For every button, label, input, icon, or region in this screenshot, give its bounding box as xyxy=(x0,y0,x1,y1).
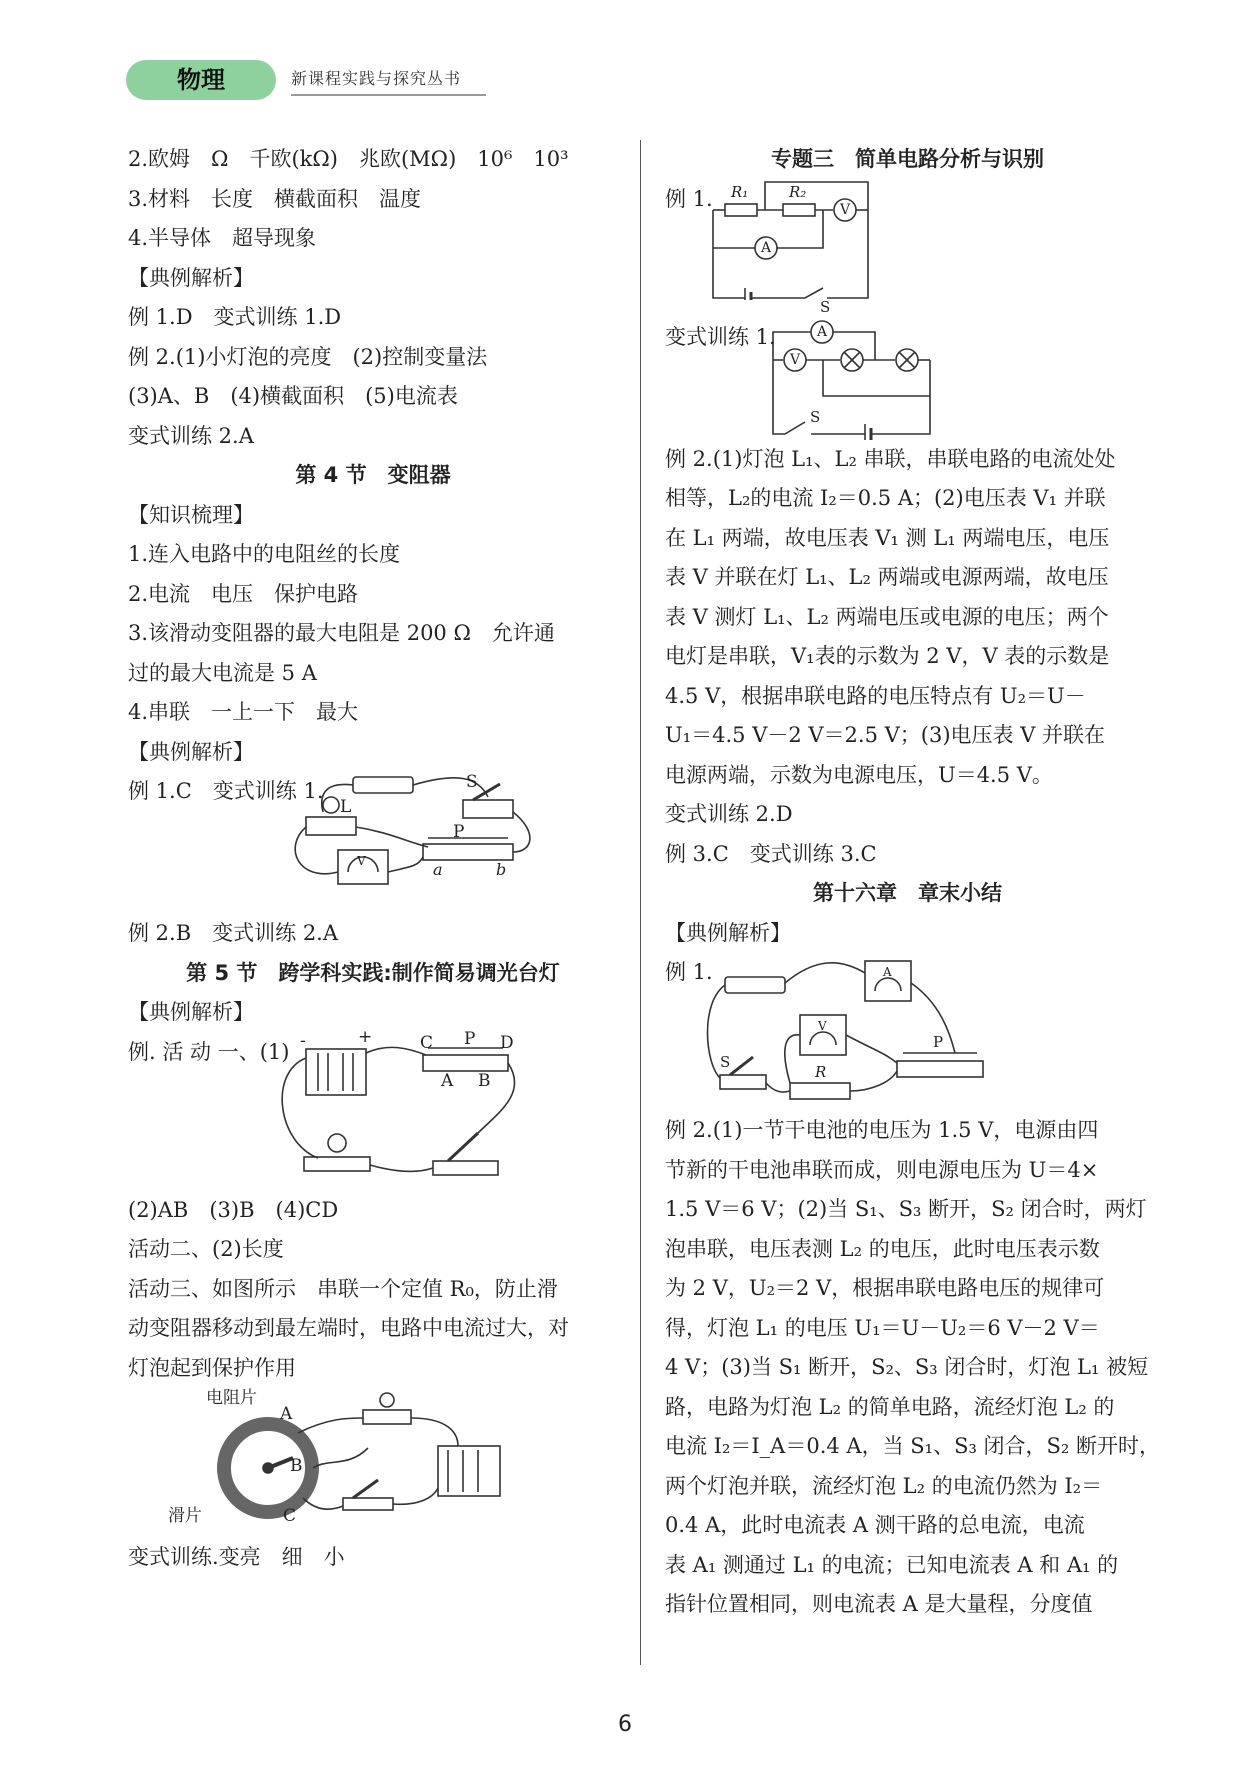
section-heading: 第 4 节 变阻器 xyxy=(295,463,451,487)
answer-line: 在 L₁ 两端，故电压表 V₁ 测 L₁ 两端电压，电压 xyxy=(665,525,1110,550)
section-tag: 【典例解析】 xyxy=(128,739,254,764)
answer-line: 指针位置相同，则电流表 A 是大量程，分度值 xyxy=(665,1592,1093,1616)
label-A: A xyxy=(883,965,892,979)
label-A: A xyxy=(817,323,828,340)
page-header xyxy=(126,60,486,102)
answer-line: 2.欧姆 Ω 千欧(kΩ) 兆欧(MΩ) 10⁶ 10³ xyxy=(128,147,569,171)
answer-line: 电流 I₂＝I_A＝0.4 A，当 S₁、S₃ 闭合，S₂ 断开时， xyxy=(665,1434,1161,1458)
label-S: S xyxy=(466,772,478,792)
label-R1: R₁ xyxy=(731,182,749,201)
answer-line: 例 3.C 变式训练 3.C xyxy=(665,841,877,866)
section-heading: 第 5 节 跨学科实践:制作简易调光台灯 xyxy=(186,960,560,985)
answer-line: 例 1.C 变式训练 1. xyxy=(128,779,324,803)
answer-line: 得，灯泡 L₁ 的电压 U₁＝U－U₂＝6 V－2 V＝ xyxy=(665,1315,1100,1340)
example-1-circuit xyxy=(665,180,1150,316)
answer-line: (3)A、B (4)横截面积 (5)电流表 xyxy=(128,384,458,408)
label-D: D xyxy=(500,1032,514,1053)
training-1-circuit xyxy=(665,318,1150,440)
answer-line: 2.电流 电压 保护电路 xyxy=(128,581,359,606)
answer-line: 例 2.(1)灯泡 L₁、L₂ 串联，串联电路的电流处处 xyxy=(665,446,1116,471)
label-C: C xyxy=(283,1506,297,1526)
answer-line: 0.4 A，此时电流表 A 测干路的总电流，电流 xyxy=(665,1513,1085,1537)
answer-line: 表 V 测灯 L₁、L₂ 两端电压或电源的电压；两个 xyxy=(665,604,1109,629)
answer-line: 3.该滑动变阻器的最大电阻是 200 Ω 允许通 xyxy=(128,621,555,645)
answer-line: (2)AB (3)B (4)CD xyxy=(128,1197,339,1222)
answer-line: U₁＝4.5 V－2 V＝2.5 V；(3)电压表 V 并联在 xyxy=(665,723,1106,747)
dimmer-lamp-figure xyxy=(128,1388,618,1538)
label-B: B xyxy=(478,1070,491,1091)
answer-line: 例 1. xyxy=(665,960,713,984)
answer-line: 1.5 V＝6 V；(2)当 S₁、S₃ 断开，S₂ 闭合时，两灯 xyxy=(665,1197,1147,1221)
label-b: b xyxy=(496,860,507,879)
answer-line: 表 A₁ 测通过 L₁ 的电流；已知电流表 A 和 A₁ 的 xyxy=(665,1552,1119,1577)
circuit-drawing xyxy=(665,953,1150,1111)
answer-line: 为 2 V，U₂＝2 V，根据串联电路电压的规律可 xyxy=(665,1276,1105,1300)
label-a: a xyxy=(433,860,443,879)
label-R2: R₂ xyxy=(789,182,807,201)
answer-line: 路，电路为灯泡 L₂ 的简单电路，流经灯泡 L₂ 的 xyxy=(665,1394,1115,1419)
subject-tab: 物理 xyxy=(126,60,276,100)
rheostat-circuit-figure xyxy=(128,772,618,890)
answer-line: 例 2.B 变式训练 2.A xyxy=(128,921,339,945)
answer-line: 泡串联，电压表测 L₂ 的电压，此时电压表示数 xyxy=(665,1236,1100,1261)
label-S: S xyxy=(820,297,831,316)
activity-one-figure xyxy=(128,1026,618,1191)
label-R: R xyxy=(815,1063,827,1081)
label-minus: - xyxy=(300,1030,306,1051)
label-V: V xyxy=(840,201,851,218)
answer-line: 例 1. xyxy=(665,186,713,211)
series-title: 新课程实践与探究丛书 xyxy=(291,69,462,88)
answer-line: 动变阻器移动到最左端时，电路中电流过大，对 xyxy=(128,1316,569,1340)
answer-line: 例 2.(1)小灯泡的亮度 (2)控制变量法 xyxy=(128,344,488,369)
label-S: S xyxy=(810,407,821,426)
label-S: S xyxy=(720,1053,731,1071)
answer-line: 例. 活 动 一、(1) xyxy=(128,1039,290,1064)
label-V: V xyxy=(790,351,801,368)
label-slider: 滑片 xyxy=(168,1506,202,1526)
section-tag: 【典例解析】 xyxy=(128,1000,254,1024)
label-plus: + xyxy=(358,1026,373,1047)
answer-line: 两个灯泡并联，流经灯泡 L₂ 的电流仍然为 I₂＝ xyxy=(665,1473,1103,1498)
column-divider xyxy=(640,140,641,1665)
section-tag: 【典例解析】 xyxy=(128,265,254,290)
answer-line: 例 1.D 变式训练 1.D xyxy=(128,305,342,329)
section-heading: 第十六章 章末小结 xyxy=(813,881,1002,905)
answer-line: 变式训练 2.D xyxy=(665,802,793,826)
answer-line: 变式训练 2.A xyxy=(128,423,254,448)
label-B: B xyxy=(290,1456,303,1476)
answer-line: 灯泡起到保护作用 xyxy=(128,1355,296,1380)
section-heading: 专题三 简单电路分析与识别 xyxy=(771,147,1044,171)
header-underline xyxy=(291,94,486,96)
page-number: 6 xyxy=(618,1712,632,1737)
answer-line: 活动二、(2)长度 xyxy=(128,1237,284,1261)
label-C: C xyxy=(420,1032,434,1053)
answer-line: 4.5 V，根据串联电路的电压特点有 U₂＝U－ xyxy=(665,683,1086,708)
left-column xyxy=(128,140,618,1578)
answer-line: 例 2.(1)一节干电池的电压为 1.5 V，电源由四 xyxy=(665,1118,1099,1142)
label-A: A xyxy=(441,1070,454,1091)
answer-line: 4.半导体 超导现象 xyxy=(128,226,317,250)
answer-line: 电源两端，示数为电源电压，U＝4.5 V。 xyxy=(665,762,1053,787)
label-L: L xyxy=(340,797,352,817)
answer-line: 4 V；(3)当 S₁ 断开，S₂、S₃ 闭合时，灯泡 L₁ 被短 xyxy=(665,1355,1149,1379)
label-A: A xyxy=(280,1404,293,1424)
label-P: P xyxy=(464,1028,476,1049)
answer-line: 变式训练 1. xyxy=(665,324,776,349)
label-resistor-sheet: 电阻片 xyxy=(206,1388,257,1408)
answer-line: 相等，L₂的电流 I₂＝0.5 A；(2)电压表 V₁ 并联 xyxy=(665,486,1106,510)
answer-line: 3.材料 长度 横截面积 温度 xyxy=(128,186,422,211)
label-P: P xyxy=(453,822,465,842)
section-tag: 【知识梳理】 xyxy=(128,502,254,527)
label-P: P xyxy=(933,1033,944,1051)
answer-line: 节新的干电池串联而成，则电源电压为 U＝4× xyxy=(665,1157,1099,1182)
answer-line: 4.串联 一上一下 最大 xyxy=(128,700,359,724)
label-A: A xyxy=(761,239,772,256)
chapter-summary-circuit xyxy=(665,953,1150,1111)
answer-line: 过的最大电流是 5 A xyxy=(128,660,317,685)
section-tag: 【典例解析】 xyxy=(665,920,791,945)
answer-line: 电灯是串联，V₁表的示数为 2 V，V 表的示数是 xyxy=(665,644,1110,668)
answer-line: 1.连入电路中的电阻丝的长度 xyxy=(128,542,401,566)
right-column xyxy=(665,140,1161,1625)
answer-line: 变式训练.变亮 细 小 xyxy=(128,1545,345,1569)
answer-line: 表 V 并联在灯 L₁、L₂ 两端或电源两端，故电压 xyxy=(665,565,1109,589)
answer-line: 活动三、如图所示 串联一个定值 R₀，防止滑 xyxy=(128,1276,558,1301)
label-V: V xyxy=(357,854,366,868)
label-V: V xyxy=(818,1019,827,1033)
